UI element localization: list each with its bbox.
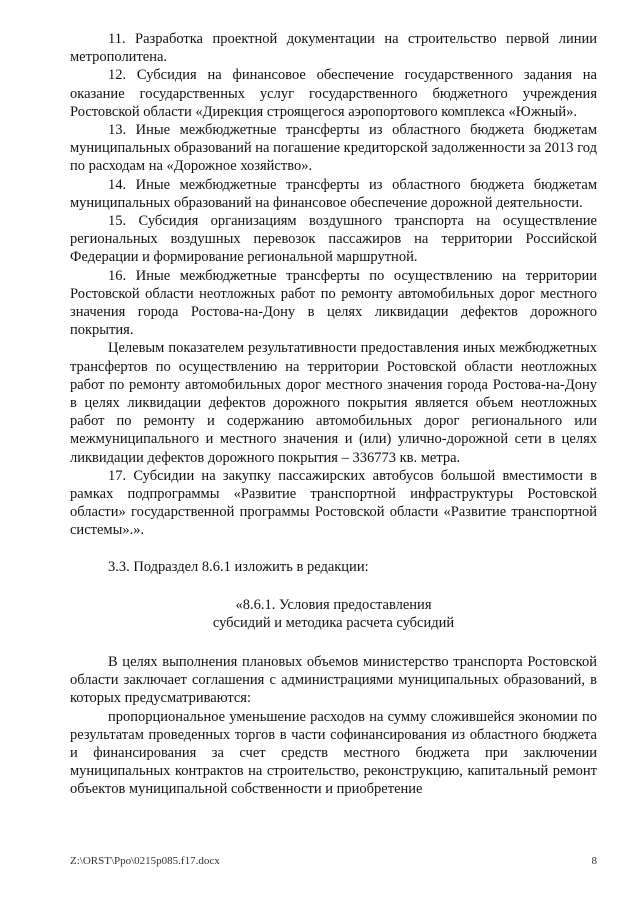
spacer (70, 540, 597, 558)
paragraph-reduction: пропорциональное уменьшение расходов на сумму сложившейся экономии по результатам проведенных торгов в части софинансирования из областного бюджета и финансирования за счет средств местного бюджета при заключении муниципальных контрактов на строительство, реконструкцию, капитальный ремонт объектов муниципальной собственности и приобретение (70, 708, 597, 798)
paragraph-item-17: 17. Субсидии на закупку пассажирских автобусов большой вместимости в рамках подпрограммы «Развитие транспортной инфраструктуры Ростовской области» государственной программы Ростовской области «Развитие транспортной системы».». (70, 467, 597, 539)
paragraph-item-12: 12. Субсидия на финансовое обеспечение государственного задания на оказание государственных услуг государственного бюджетного учреждения Ростовской области «Дирекция строящегося аэропортового комплекса «Южный». (70, 67, 597, 120)
spacer (70, 576, 597, 596)
page-number: 8 (591, 855, 597, 867)
section-heading-line-2: субсидий и методика расчета субсидий (212, 615, 455, 632)
spacer (70, 633, 597, 653)
section-heading (70, 596, 597, 633)
paragraph-item-13: 13. Иные межбюджетные трансферты из областного бюджета бюджетам муниципальных образований на погашение кредиторской задолженности за 2013 год по расходам на «Дорожное хозяйство». (70, 122, 597, 175)
paragraph-item-15: 15. Субсидия организациям воздушного транспорта на осуществление региональных воздушных перевозок пассажиров на территории Российской Федерации и формирование региональной маршрутной. (70, 213, 597, 266)
section-instruction: 3.3. Подраздел 8.6.1 изложить в редакции: (108, 558, 369, 575)
section-heading-line-1: «8.6.1. Условия предоставления (235, 596, 432, 613)
paragraph-item-11: 11. Разработка проектной документации на строительство первой линии метрополитена. (70, 31, 597, 66)
paragraph-target-indicator: Целевым показателем результативности предоставления иных межбюджетных трансфертов по осуществлению на территории Ростовской области неотложных работ по ремонту автомобильных дорог местного значения города Ростова-на-Дону в целях ликвидации дефектов дорожного покрытия является объем неотложных работ по ремонту и содержанию автомобильных дорог регионального или межмуниципального и местного значения и (или) улично-дорожной сети в целях ликвидации дефектов дорожного покрытия – 336773 кв. метра. (70, 340, 597, 466)
footer-file-path: Z:\ORST\Ppo\0215p085.f17.docx (70, 855, 220, 867)
paragraph-item-16: 16. Иные межбюджетные трансферты по осуществлению на территории Ростовской области неотложных работ по ремонту автомобильных дорог местного значения города Ростова-на-Дону в целях ликвидации дефектов дорожного покрытия. (70, 267, 597, 339)
paragraph-agreements: В целях выполнения плановых объемов министерство транспорта Ростовской области заключает соглашения с администрациями муниципальных образований, в которых предусматриваются: (70, 653, 597, 707)
document-page (70, 30, 597, 799)
paragraph-item-14: 14. Иные межбюджетные трансферты из областного бюджета бюджетам муниципальных образований на финансовое обеспечение дорожной деятельности. (70, 176, 597, 211)
